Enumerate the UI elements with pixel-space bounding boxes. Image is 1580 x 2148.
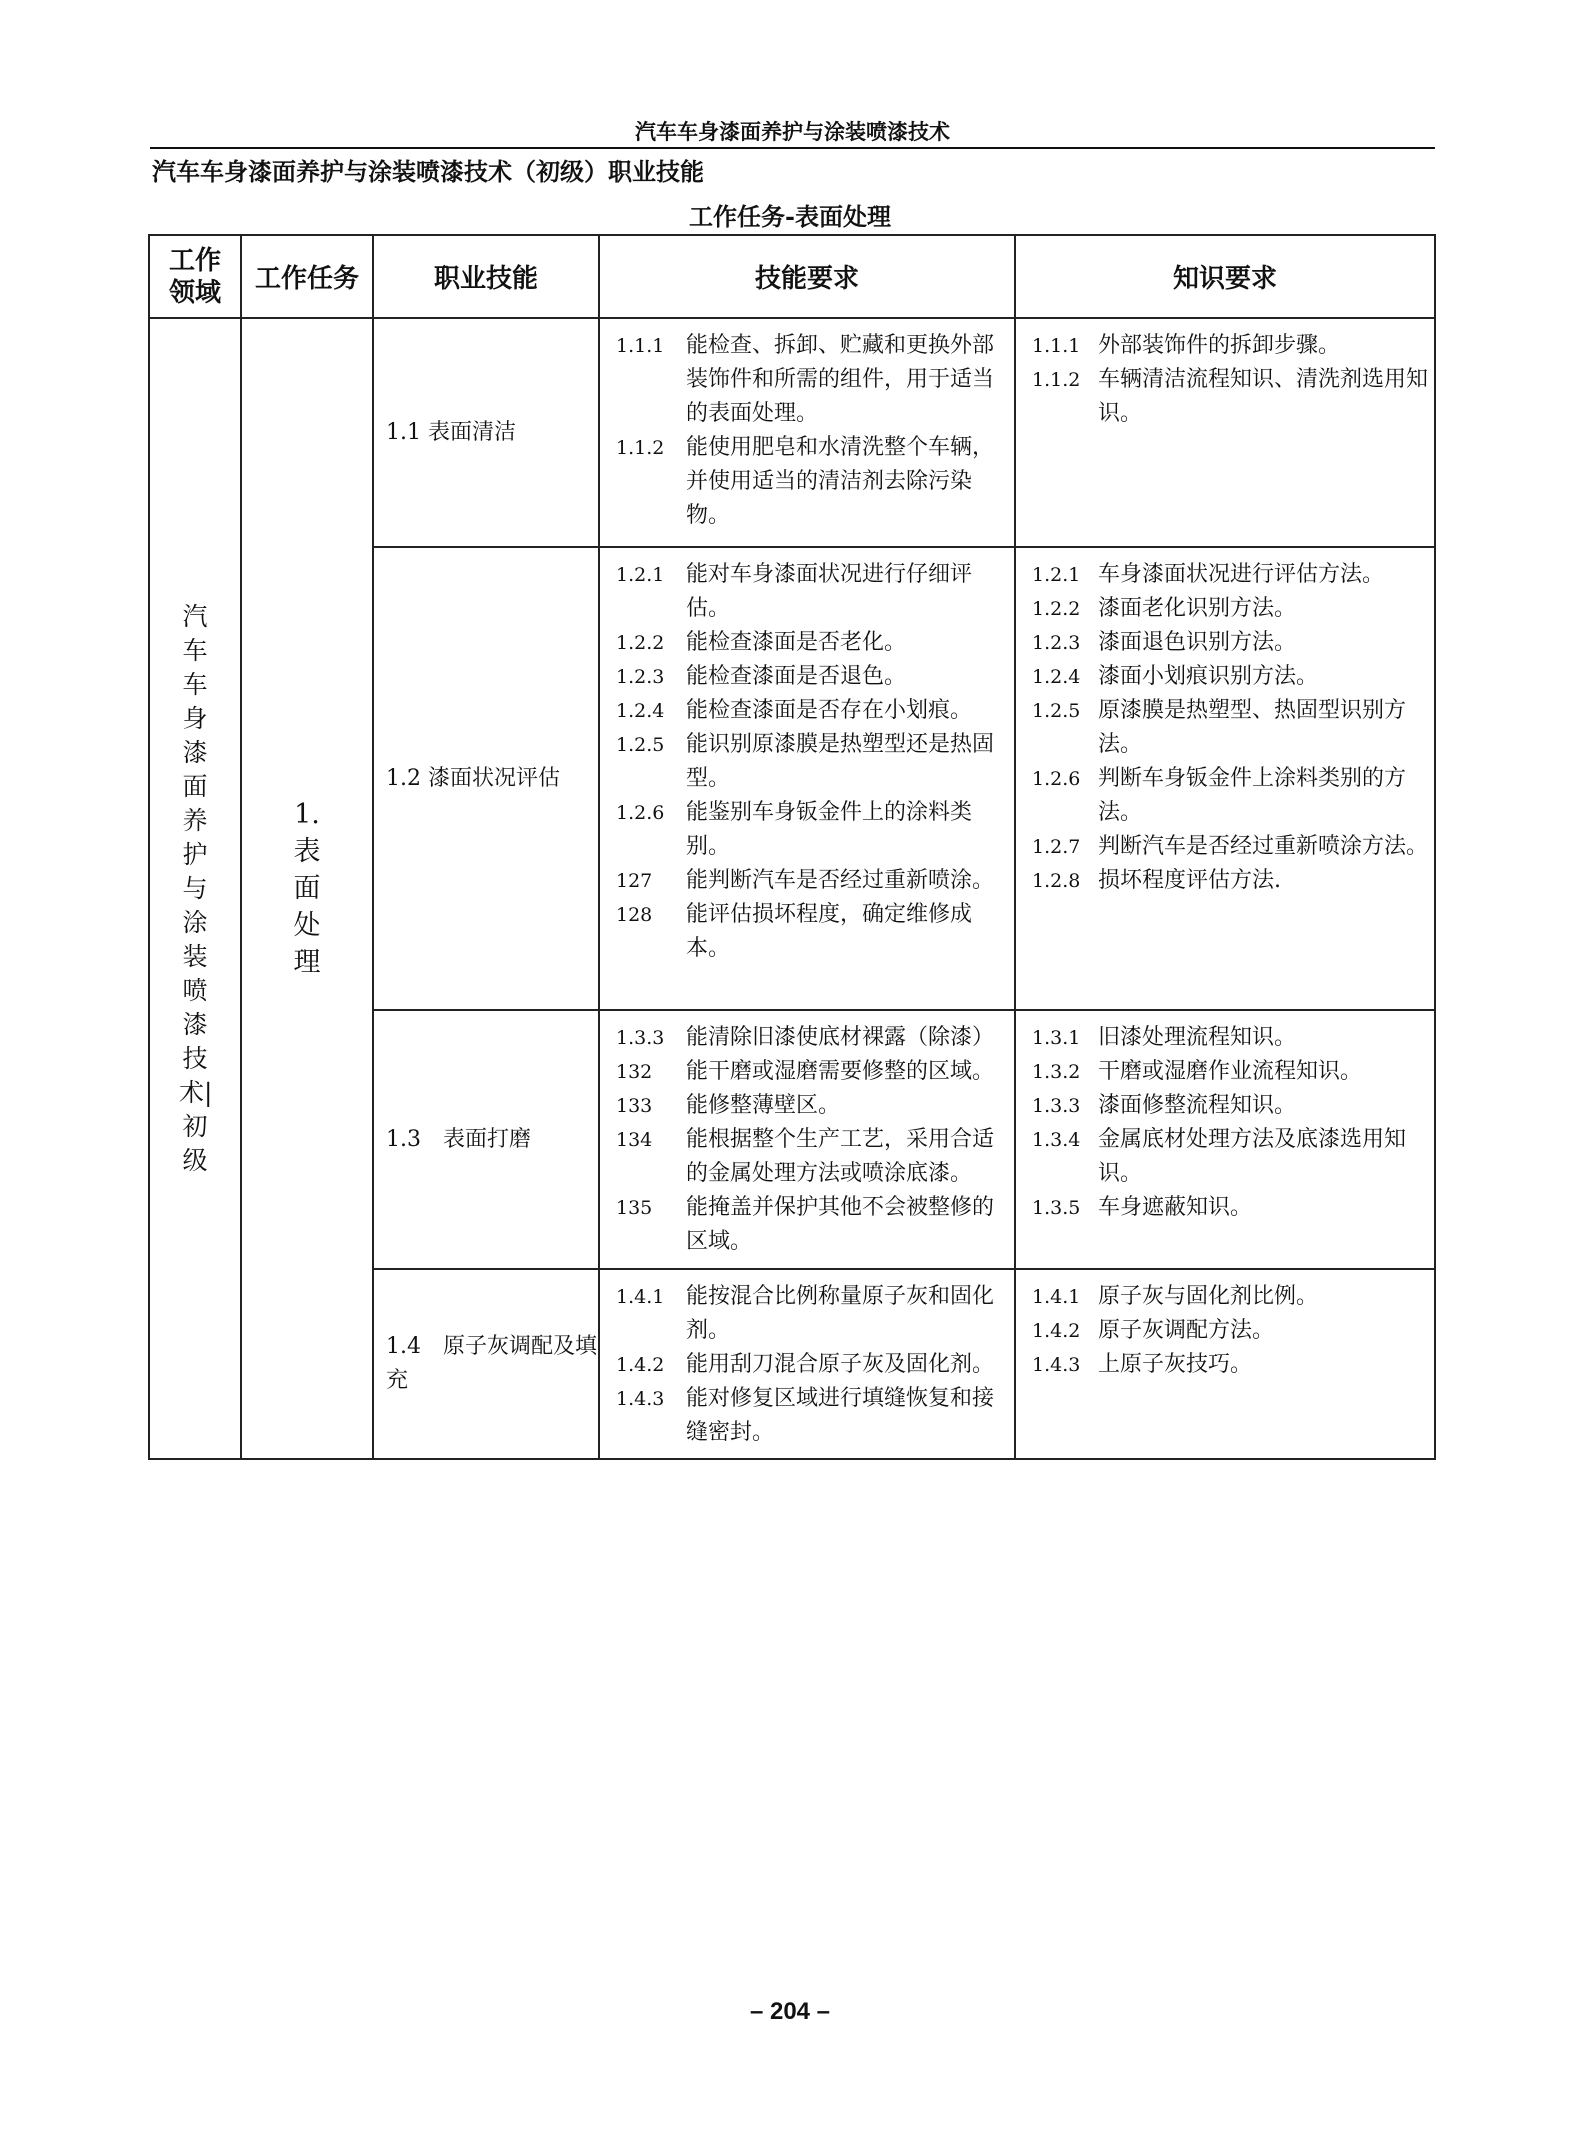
requirements-list bbox=[600, 1011, 1014, 1267]
item-number: 1.3.1 bbox=[1032, 1027, 1081, 1049]
item-number: 1.4.3 bbox=[616, 1388, 665, 1410]
item-number: 1.4.2 bbox=[1032, 1320, 1081, 1342]
knowledge-cell bbox=[1015, 318, 1435, 547]
skills-table bbox=[148, 234, 1436, 1460]
item-text: 能判断汽车是否经过重新喷涂。 bbox=[686, 868, 995, 893]
item-text: 能按混合比例称量原子灰和固化剂。 bbox=[686, 1284, 995, 1343]
item-number: 1.2.3 bbox=[1032, 632, 1081, 654]
requirement-item bbox=[616, 864, 1008, 898]
knowledge-item bbox=[1032, 694, 1428, 762]
item-text: 能修整薄壁区。 bbox=[686, 1093, 841, 1118]
item-number: 1.2.1 bbox=[616, 564, 665, 586]
knowledge-list bbox=[1016, 319, 1434, 439]
task-number: 1. bbox=[294, 799, 320, 830]
knowledge-item bbox=[1032, 1089, 1428, 1123]
knowledge-list bbox=[1016, 1270, 1434, 1390]
knowledge-cell bbox=[1015, 547, 1435, 1010]
item-number: 1.2.5 bbox=[616, 734, 665, 756]
item-text: 原漆膜是热塑型、热固型识别方法。 bbox=[1098, 698, 1407, 757]
skill-name: 1.3 表面打磨 bbox=[386, 1126, 531, 1152]
item-text: 能对车身漆面状况进行仔细评估。 bbox=[686, 562, 973, 621]
requirement-item bbox=[616, 660, 1008, 694]
requirements-cell bbox=[599, 1010, 1015, 1269]
knowledge-item bbox=[1032, 592, 1428, 626]
running-header: 汽车车身漆面养护与涂装喷漆技术 bbox=[635, 119, 950, 144]
item-number: 1.2.4 bbox=[1032, 666, 1081, 688]
page-number: – 204 – bbox=[749, 1998, 831, 2025]
item-text: 能使用肥皂和水清洗整个车辆，并使用适当的清洁剂去除污染物。 bbox=[686, 435, 995, 528]
knowledge-item bbox=[1032, 660, 1428, 694]
item-number: 132 bbox=[616, 1061, 653, 1083]
column-header-knowledge: 知识要求 bbox=[1015, 235, 1435, 318]
item-number: 1.4.1 bbox=[1032, 1286, 1081, 1308]
item-text: 车身遮蔽知识。 bbox=[1098, 1195, 1253, 1220]
requirement-item bbox=[616, 1191, 1008, 1259]
item-number: 1.4.3 bbox=[1032, 1354, 1081, 1376]
requirement-item bbox=[616, 431, 1008, 533]
knowledge-item bbox=[1032, 363, 1428, 431]
knowledge-item bbox=[1032, 1021, 1428, 1055]
knowledge-item bbox=[1032, 1348, 1428, 1382]
item-number: 1.2.6 bbox=[616, 802, 665, 824]
item-number: 1.3.2 bbox=[1032, 1061, 1081, 1083]
item-text: 原子灰调配方法。 bbox=[1098, 1318, 1275, 1343]
item-number: 1.2.2 bbox=[616, 632, 665, 654]
item-text: 能掩盖并保护其他不会被整修的区域。 bbox=[686, 1195, 995, 1254]
requirement-item bbox=[616, 1123, 1008, 1191]
item-text: 能对修复区域进行填缝恢复和接缝密封。 bbox=[686, 1386, 995, 1445]
item-number: 127 bbox=[616, 870, 653, 892]
item-text: 外部装饰件的拆卸步骤。 bbox=[1098, 333, 1341, 358]
requirement-item bbox=[616, 796, 1008, 864]
task-name: 表面处理 bbox=[293, 836, 321, 978]
item-text: 原子灰与固化剂比例。 bbox=[1098, 1284, 1319, 1309]
knowledge-list bbox=[1016, 548, 1434, 906]
item-number: 1.1.2 bbox=[1032, 369, 1081, 391]
requirements-cell bbox=[599, 1269, 1015, 1459]
knowledge-item bbox=[1032, 830, 1428, 864]
item-number: 128 bbox=[616, 904, 653, 926]
item-number: 133 bbox=[616, 1095, 653, 1117]
item-number: 1.1.1 bbox=[1032, 335, 1081, 357]
item-text: 能根据整个生产工艺，采用合适的金属处理方法或喷涂底漆。 bbox=[686, 1127, 995, 1186]
item-number: 1.2.2 bbox=[1032, 598, 1081, 620]
item-text: 漆面退色识别方法。 bbox=[1098, 630, 1297, 655]
knowledge-item bbox=[1032, 762, 1428, 830]
item-text: 漆面修整流程知识。 bbox=[1098, 1093, 1297, 1118]
item-text: 损坏程度评估方法. bbox=[1098, 868, 1281, 893]
requirements-cell bbox=[599, 318, 1015, 547]
knowledge-item bbox=[1032, 864, 1428, 898]
knowledge-item bbox=[1032, 1123, 1428, 1191]
item-text: 能干磨或湿磨需要修整的区域。 bbox=[686, 1059, 995, 1084]
requirement-item bbox=[616, 728, 1008, 796]
item-number: 1.2.7 bbox=[1032, 836, 1081, 858]
task-cell bbox=[241, 318, 373, 1459]
requirements-list bbox=[600, 1270, 1014, 1458]
knowledge-item bbox=[1032, 558, 1428, 592]
requirement-item bbox=[616, 626, 1008, 660]
skill-cell bbox=[373, 547, 599, 1010]
skill-cell bbox=[373, 1269, 599, 1459]
knowledge-list bbox=[1016, 1011, 1434, 1233]
item-number: 1.3.3 bbox=[616, 1027, 665, 1049]
item-number: 1.2.1 bbox=[1032, 564, 1081, 586]
item-text: 旧漆处理流程知识。 bbox=[1098, 1025, 1297, 1050]
requirement-item bbox=[616, 694, 1008, 728]
item-text: 能用刮刀混合原子灰及固化剂。 bbox=[686, 1352, 995, 1377]
item-text: 金属底材处理方法及底漆选用知识。 bbox=[1098, 1127, 1407, 1186]
skill-name: 1.2 漆面状况评估 bbox=[386, 765, 560, 791]
column-header-skill: 职业技能 bbox=[373, 235, 599, 318]
requirement-item bbox=[616, 558, 1008, 626]
header-rule bbox=[150, 147, 1435, 149]
item-text: 能检查漆面是否存在小划痕。 bbox=[686, 698, 973, 723]
skill-name: 1.1 表面清洁 bbox=[386, 419, 516, 445]
item-text: 车辆清洁流程知识、清洗剂选用知识。 bbox=[1098, 367, 1429, 426]
requirement-item bbox=[616, 329, 1008, 431]
skill-cell bbox=[373, 318, 599, 547]
item-text: 车身漆面状况进行评估方法。 bbox=[1098, 562, 1385, 587]
requirement-item bbox=[616, 1382, 1008, 1450]
item-number: 1.4.2 bbox=[616, 1354, 665, 1376]
item-text: 能清除旧漆使底材裸露（除漆） bbox=[686, 1025, 995, 1050]
knowledge-item bbox=[1032, 1055, 1428, 1089]
requirement-item bbox=[616, 1280, 1008, 1348]
item-text: 能鉴别车身钣金件上的涂料类别。 bbox=[686, 800, 973, 859]
item-text: 能检查漆面是否老化。 bbox=[686, 630, 907, 655]
item-number: 1.2.4 bbox=[616, 700, 665, 722]
item-number: 134 bbox=[616, 1129, 653, 1151]
table-header-row bbox=[149, 235, 1435, 318]
skill-name: 1.4 原子灰调配及填充 bbox=[386, 1334, 597, 1393]
item-text: 能识别原漆膜是热塑型还是热固型。 bbox=[686, 732, 995, 791]
item-number: 1.1.1 bbox=[616, 335, 665, 357]
item-number: 1.2.3 bbox=[616, 666, 665, 688]
requirement-item bbox=[616, 898, 1008, 966]
item-text: 上原子灰技巧。 bbox=[1098, 1352, 1253, 1377]
item-number: 135 bbox=[616, 1197, 653, 1219]
table-row bbox=[149, 318, 1435, 547]
knowledge-item bbox=[1032, 1191, 1428, 1225]
knowledge-cell bbox=[1015, 1010, 1435, 1269]
item-text: 漆面老化识别方法。 bbox=[1098, 596, 1297, 621]
item-text: 干磨或湿磨作业流程知识。 bbox=[1098, 1059, 1363, 1084]
item-text: 漆面小划痕识别方法。 bbox=[1098, 664, 1319, 689]
item-number: 1.3.3 bbox=[1032, 1095, 1081, 1117]
item-number: 1.3.4 bbox=[1032, 1129, 1081, 1151]
knowledge-item bbox=[1032, 626, 1428, 660]
item-number: 1.3.5 bbox=[1032, 1197, 1081, 1219]
item-text: 判断汽车是否经过重新喷涂方法。 bbox=[1098, 834, 1429, 859]
skill-cell bbox=[373, 1010, 599, 1269]
item-number: 1.2.6 bbox=[1032, 768, 1081, 790]
knowledge-item bbox=[1032, 329, 1428, 363]
item-number: 1.1.2 bbox=[616, 437, 665, 459]
item-number: 1.4.1 bbox=[616, 1286, 665, 1308]
knowledge-cell bbox=[1015, 1269, 1435, 1459]
item-number: 1.2.5 bbox=[1032, 700, 1081, 722]
item-text: 能检查漆面是否退色。 bbox=[686, 664, 907, 689]
requirement-item bbox=[616, 1021, 1008, 1055]
item-text: 能检查、拆卸、贮藏和更换外部装饰件和所需的组件，用于适当的表面处理。 bbox=[686, 333, 995, 426]
requirements-list bbox=[600, 548, 1014, 974]
requirements-cell bbox=[599, 547, 1015, 1010]
item-text: 能评估损坏程度，确定维修成本。 bbox=[686, 902, 973, 961]
table-title: 工作任务-表面处理 bbox=[689, 202, 891, 231]
knowledge-item bbox=[1032, 1314, 1428, 1348]
item-text: 判断车身钣金件上涂料类别的方法。 bbox=[1098, 766, 1407, 825]
column-header-task: 工作任务 bbox=[241, 235, 373, 318]
requirement-item bbox=[616, 1089, 1008, 1123]
document-title: 汽车车身漆面养护与涂装喷漆技术（初级）职业技能 bbox=[152, 157, 704, 186]
column-header-domain: 工作领域 bbox=[149, 235, 241, 318]
requirement-item bbox=[616, 1055, 1008, 1089]
requirement-item bbox=[616, 1348, 1008, 1382]
column-header-requirements: 技能要求 bbox=[599, 235, 1015, 318]
item-number: 1.2.8 bbox=[1032, 870, 1081, 892]
domain-cell bbox=[149, 318, 241, 1459]
requirements-list bbox=[600, 319, 1014, 541]
knowledge-item bbox=[1032, 1280, 1428, 1314]
domain-text: 汽车车身漆面养护与涂装喷漆技术|初级 bbox=[179, 601, 213, 1175]
